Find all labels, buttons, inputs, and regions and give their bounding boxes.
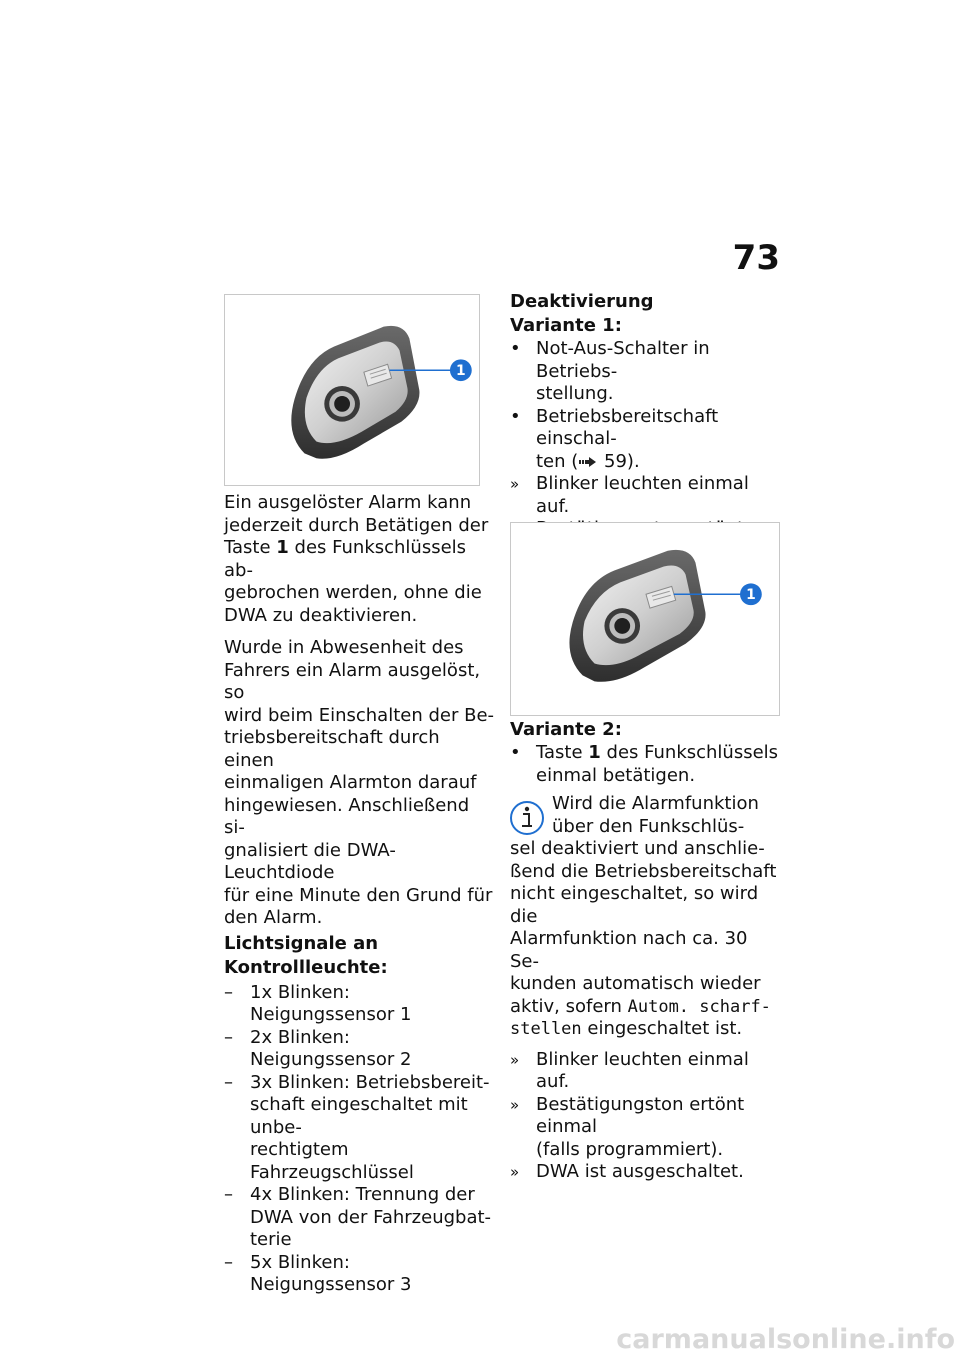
list-item: • Not-Aus-Schalter in Betriebs- stellung. xyxy=(510,338,710,404)
page-reference-arrow-icon xyxy=(578,455,598,469)
deactivation-heading: Deaktivierung xyxy=(510,291,654,312)
list-item: – 1x Blinken: Neigungssensor 1 xyxy=(224,981,412,1025)
info-note: Wird die Alarmfunktion über den Funkschlüs- sel deaktiviert und anschlie- ßend die Betriebsbereitschaft nicht eingeschaltet, so wird die Alarmfunktion nach ca. 30 Se- kunden automatisch wieder aktiv, sofern Autom. scharf- stellen eingeschaltet ist. xyxy=(510,793,777,1039)
key-fob-figure-2 xyxy=(510,522,780,716)
list-item: – 2x Blinken: Neigungssensor 2 xyxy=(224,1026,412,1070)
alarm-cancel-paragraph: Ein ausgelöster Alarm kann jederzeit durch Betätigen der Taste 1 des Funkschlüssels ab- gebrochen werden, ohne die DWA zu deaktivieren. xyxy=(224,492,489,626)
list-item: » DWA ist ausgeschaltet. xyxy=(510,1161,744,1182)
light-signals-heading: Lichtsignale an Kontrollleuchte: xyxy=(224,932,388,978)
list-item: » Blinker leuchten einmal auf. xyxy=(510,1048,749,1092)
list-item: » Blinker leuchten einmal auf. xyxy=(510,473,749,517)
left-column xyxy=(224,492,494,1297)
variant-1-heading: Variante 1: xyxy=(510,315,622,336)
info-icon xyxy=(508,799,546,837)
variant-2-heading: Variante 2: xyxy=(510,719,622,740)
watermark: carmanualsonline.info xyxy=(616,1324,955,1355)
menu-setting-name: Autom. scharf- xyxy=(627,996,771,1017)
menu-setting-name: stellen xyxy=(510,1019,582,1039)
alarm-absence-paragraph: Wurde in Abwesenheit des Fahrers ein Alarm ausgelöst, so wird beim Einschalten der Be- triebsbereitschaft durch einen einmaligen Alarmton darauf hingewiesen. Anschließend si- gnalisiert die DWA-Leuchtdiode für eine Minute den Grund für den Alarm. xyxy=(224,637,495,928)
right-column-lower xyxy=(510,718,782,1184)
callout-number: 1 xyxy=(456,363,466,380)
key-fob-figure-1 xyxy=(224,294,480,486)
light-signals-list xyxy=(224,982,494,1297)
page-number: 73 xyxy=(732,238,780,278)
list-item: » Bestätigungston ertönt einmal (falls programmiert). xyxy=(510,1093,745,1160)
list-item: – 4x Blinken: Trennung der DWA von der Fahrzeugbat- terie xyxy=(224,1184,492,1250)
list-item: • Betriebsbereitschaft einschal- ten ( 59). xyxy=(510,405,719,472)
key-fob-illustration xyxy=(511,523,779,715)
list-item: – 3x Blinken: Betriebsbereit- schaft eingeschaltet mit unbe- rechtigtem Fahrzeugschlüssel xyxy=(224,1071,490,1183)
key-fob-illustration xyxy=(225,295,479,485)
list-item: – 5x Blinken: Neigungssensor 3 xyxy=(224,1251,412,1295)
callout-number: 1 xyxy=(746,587,756,604)
list-item: • Taste 1 des Funkschlüssels einmal betätigen. xyxy=(510,742,779,786)
